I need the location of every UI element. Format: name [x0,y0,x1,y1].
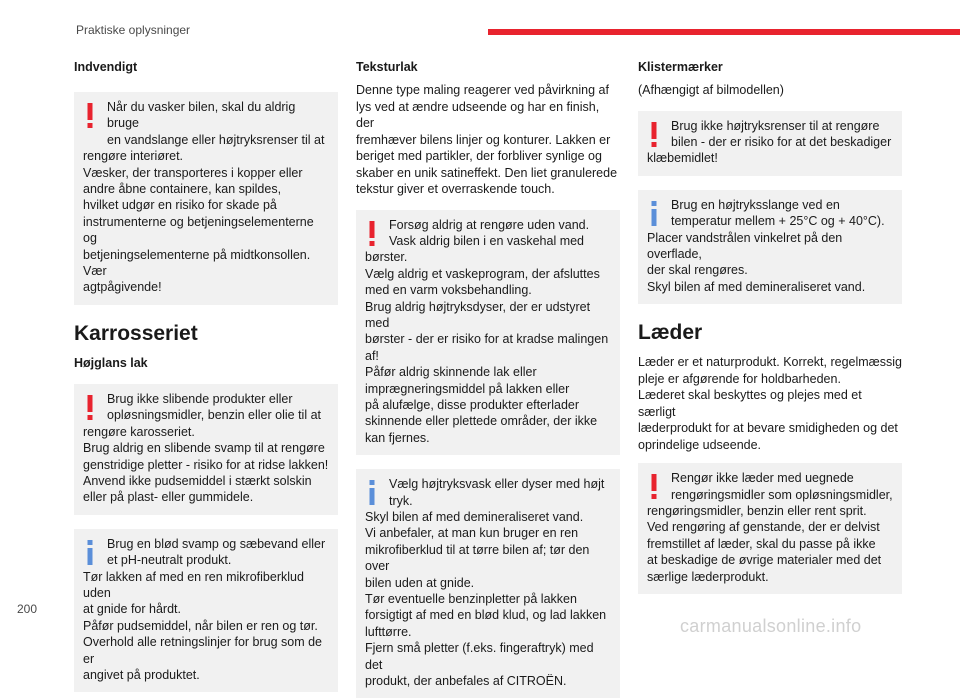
text-line: med en varm voksbehandling. [365,283,532,298]
klistermaerker-note: (Afhængigt af bilmodellen) [638,83,784,97]
text-line: Vi anbefaler, at man kun bruger en ren [365,526,579,541]
warning-icon [84,393,96,421]
text-line: mikrofiberklud til at tørre bilen af; tør den over [365,542,590,574]
text-line: et pH-neutralt produkt. [107,553,232,568]
teksturlak-heading: Teksturlak [356,60,418,74]
text-line: Vælg højtryksvask eller dyser med højt [389,477,605,492]
text-line: Brug ikke højtryksrenser til at rengøre [671,118,880,133]
warning-icon [648,472,660,500]
warning-callout-interior [74,92,338,305]
text-line: Tør lakken af med en ren mikrofiberklud uden [83,569,304,600]
text-line: Brug aldrig højtryksdyser, der er udstyret med [365,299,591,330]
text-line: at gnide for hårdt. [83,602,181,617]
text-line: fremhæver bilens linjer og konturer. Lakken er [356,132,611,147]
text-line: af! [365,348,379,363]
text-line: rengøringsmidler som opløsningsmidler, [671,487,893,502]
text-line: forsigtigt af med en blød klud, og lad lakken [365,608,607,623]
text-line: Rengør ikke læder med uegnede [671,471,854,486]
text-line: angivet på produktet. [83,667,200,682]
column-1 [74,59,338,692]
text-line: børster. [365,250,408,265]
info-icon [84,538,96,566]
warning-callout-stickers [638,111,902,176]
text-line: på alufælge, disse produkter efterlader [365,397,580,412]
text-line: Når du vasker bilen, skal du aldrig bruge [107,100,296,131]
warning-callout-gloss [74,384,338,515]
text-line: der skal rengøres. [647,263,748,278]
text-line: bilen uden at gnide. [365,575,475,590]
text-line: oprindelige udseende. [638,437,762,452]
text-line: tryk. [389,493,413,508]
hojglans-heading: Højglans lak [74,355,148,370]
text-line: opløsningsmidler, benzin eller olie til at [107,408,321,423]
header-accent-bar [488,29,960,35]
text-line: andre åbne containere, kan spildes, [83,182,282,197]
warning-callout-leather [638,463,902,594]
text-line: Anvend ikke pudsemiddel i stærkt solskin [83,473,312,488]
text-line: betjeningselementerne på midtkonsollen. Vær [83,247,311,279]
text-line: Ved rengøring af genstande, der er delvist [647,520,880,535]
header-title: Praktiske oplysninger [76,23,191,37]
text-line: Skyl bilen af med demineraliseret vand. [365,510,584,524]
text-line: Tør eventuelle benzinpletter på lakken [365,592,577,607]
info-icon [648,199,660,227]
text-line: Placer vandstrålen vinkelret på den overflade, [647,230,843,261]
karrosseriet-heading: Karrosseriet [74,321,198,345]
text-line: rengøre karosseriet. [83,424,195,439]
text-line: Læder er et naturprodukt. Korrekt, regelmæssig [638,355,903,370]
laeder-heading: Læder [638,321,703,345]
text-line: temperatur mellem + 25°C og + 40°C). [671,214,885,229]
text-line: Forsøg aldrig at rengøre uden vand. [389,217,590,232]
text-line: at beskadige de øvrige materialer med det [647,553,882,568]
text-line: Brug en højtryksslange ved en [671,197,840,212]
text-line: særlige læderprodukt. [647,569,769,584]
text-line: Skyl bilen af med demineraliseret vand. [647,279,866,294]
text-line: Væsker, der transporteres i kopper eller [83,165,303,180]
warning-icon [366,219,378,247]
text-line: Læderet skal beskyttes og plejes med et særligt [638,388,862,419]
warning-icon [648,120,660,148]
text-line: fremstillet af læder, skal du passe på ikke [647,536,876,551]
text-line: Påfør aldrig skinnende lak eller [365,365,537,380]
text-line: lufttørre. [365,624,412,639]
laeder-paragraph [638,354,902,453]
text-line: en vandslange eller højtryksrenser til at [107,132,325,147]
page-number: 200 [17,602,38,616]
text-line: produkt, der anbefales af CITROËN. [365,674,567,689]
text-line: lys ved at ændre udseende og har en finish, der [356,99,600,130]
text-line: agtpågivende! [83,280,162,295]
text-line: pleje er afgørende for holdbarheden. [638,371,841,386]
watermark: carmanualsonline.info [680,616,862,636]
column-2 [356,59,620,698]
text-line: beriget med partikler, der forbliver synlige og [356,149,602,163]
teksturlak-paragraph [356,82,620,198]
warning-icon [84,101,96,129]
text-line: klæbemidlet! [647,151,718,166]
text-line: Vælg aldrig et vaskeprogram, der afsluttes [365,266,600,281]
klistermaerker-heading: Klistermærker [638,60,723,74]
column-3 [638,59,902,594]
text-line: Overhold alle retningslinjer for brug som de er [83,635,323,666]
text-line: Påfør pudsemiddel, når bilen er ren og tør. [83,618,318,633]
info-callout-stickers [638,190,902,304]
warning-callout-texture [356,210,620,456]
text-line: Vask aldrig bilen i en vaskehal med [389,233,585,248]
text-line: tekstur giver et overraskende touch. [356,182,555,196]
info-callout-gloss [74,529,338,693]
text-line: børster - der er risiko for at kradse malingen [365,332,609,347]
text-line: kan fjernes. [365,430,430,445]
text-line: skinnende eller plettede områder, der ikke [365,414,598,429]
text-line: instrumenterne og betjeningselementerne og [83,214,314,246]
text-line: rengøre interiøret. [83,149,184,164]
text-line: rengøringsmidler, benzin eller rent sprit. [647,503,867,518]
info-icon [366,478,378,506]
text-line: skaber en unik satineffekt. Den liet granulerede [356,165,618,180]
text-line: Brug en blød svamp og sæbevand eller [107,536,326,551]
text-line: Brug aldrig en slibende svamp til at rengøre [83,441,325,456]
text-line: Brug ikke slibende produkter eller [107,391,293,406]
text-line: genstridige pletter - risiko for at ridse lakken! [83,457,329,472]
text-line: læderprodukt for at bevare smidigheden og det [638,421,898,436]
text-line: hvilket udgør en risiko for skade på [83,198,277,213]
info-callout-texture [356,469,620,698]
text-line: eller på plast- eller gummidele. [83,490,254,505]
text-line: imprægneringsmiddel på lakken eller [365,381,570,396]
text-line: Denne type maling reagerer ved påvirkning af [356,83,609,97]
text-line: bilen - der er risiko for at det beskadiger [671,134,892,149]
indvendigt-heading: Indvendigt [74,60,138,74]
text-line: Fjern små pletter (f.eks. fingeraftryk) med det [365,641,594,672]
